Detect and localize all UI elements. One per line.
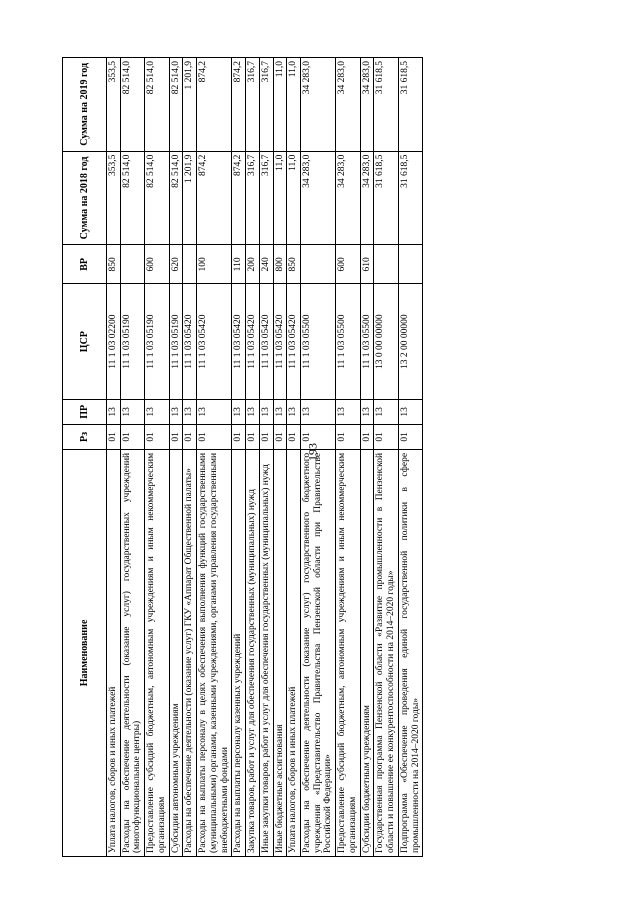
row-vr-cell: 600 — [336, 245, 360, 284]
header-name: Наименование — [63, 449, 107, 856]
table-row — [273, 58, 287, 857]
row-csr-cell: 11 1 03 05190 — [145, 284, 169, 399]
row-csr-cell: 11 1 03 05500 — [360, 284, 374, 399]
row-pr-cell: 13 — [246, 399, 260, 424]
row-sum-2018-cell: 874,2 — [232, 151, 246, 245]
row-sum-2019-cell: 316,7 — [246, 58, 260, 152]
row-rz-cell: 01 — [183, 424, 197, 449]
row-rz-cell: 01 — [120, 424, 144, 449]
table-row — [232, 58, 246, 857]
row-name-cell: Иные закупки товаров, работ и услуг для обеспечения государственных (муниципальных) нужд — [259, 449, 273, 856]
row-vr-cell — [374, 245, 398, 284]
row-pr-cell: 13 — [259, 399, 273, 424]
row-name-cell: Расходы на выплаты персоналу казенных учреждений — [232, 449, 246, 856]
row-name-cell: Предоставление субсидий бюджетным, автономным учреждениям и иным некоммерческим организациям — [336, 449, 360, 856]
row-rz-cell: 01 — [145, 424, 169, 449]
table-row — [336, 58, 360, 857]
row-pr-cell: 13 — [287, 399, 301, 424]
row-rz-cell: 01 — [259, 424, 273, 449]
row-name-cell: Подпрограмма «Обеспечение проведения единой государственной политики в сфере промышленности на 2014–2020 годы» — [398, 449, 422, 856]
row-vr-cell — [301, 245, 336, 284]
row-rz-cell: 01 — [336, 424, 360, 449]
row-csr-cell: 11 1 03 05420 — [183, 284, 197, 399]
row-sum-2019-cell: 34 283,0 — [301, 58, 336, 152]
row-sum-2019-cell: 874,2 — [197, 58, 232, 152]
row-vr-cell: 200 — [246, 245, 260, 284]
row-csr-cell: 13 0 00 00000 — [374, 284, 398, 399]
table-row — [169, 58, 183, 857]
row-pr-cell: 13 — [273, 399, 287, 424]
row-rz-cell: 01 — [273, 424, 287, 449]
row-sum-2019-cell: 82 514,0 — [120, 58, 144, 152]
row-pr-cell: 13 — [336, 399, 360, 424]
row-sum-2018-cell: 82 514,0 — [169, 151, 183, 245]
row-rz-cell: 01 — [287, 424, 301, 449]
row-csr-cell: 13 2 00 00000 — [398, 284, 422, 399]
table-row — [301, 58, 336, 857]
row-csr-cell: 11 1 03 05500 — [301, 284, 336, 399]
table-row — [197, 58, 232, 857]
row-name-cell: Расходы на обеспечение деятельности (оказание услуг) ГКУ «Аппарат Общественной палаты» — [183, 449, 197, 856]
row-sum-2018-cell: 316,7 — [246, 151, 260, 245]
row-rz-cell: 01 — [301, 424, 336, 449]
table-row — [259, 58, 273, 857]
row-pr-cell: 13 — [107, 399, 121, 424]
header-csr: ЦСР — [63, 284, 107, 399]
row-rz-cell: 01 — [107, 424, 121, 449]
row-csr-cell: 11 1 03 05420 — [259, 284, 273, 399]
header-rz: Рз — [63, 424, 107, 449]
row-name-cell: Уплата налогов, сборов и иных платежей — [107, 449, 121, 856]
table-row — [374, 58, 398, 857]
row-vr-cell — [398, 245, 422, 284]
header-sum-2018: Сумма на 2018 год — [63, 151, 107, 245]
row-rz-cell: 01 — [374, 424, 398, 449]
row-pr-cell: 13 — [301, 399, 336, 424]
row-vr-cell: 610 — [360, 245, 374, 284]
header-pr: ПР — [63, 399, 107, 424]
row-pr-cell: 13 — [232, 399, 246, 424]
budget-table-container — [62, 57, 531, 857]
row-name-cell: Иные бюджетные ассигнования — [273, 449, 287, 856]
row-csr-cell: 11 1 03 05420 — [287, 284, 301, 399]
table-row — [360, 58, 374, 857]
table-row — [246, 58, 260, 857]
row-name-cell: Закупка товаров, работ и услуг для обеспечения государственных (муниципальных) нужд — [246, 449, 260, 856]
table-row — [107, 58, 121, 857]
row-sum-2019-cell: 874,2 — [232, 58, 246, 152]
rotated-table-frame — [62, 57, 531, 857]
row-sum-2019-cell: 31 618,5 — [374, 58, 398, 152]
row-csr-cell: 11 1 03 05500 — [336, 284, 360, 399]
row-sum-2019-cell: 34 283,0 — [360, 58, 374, 152]
row-vr-cell: 850 — [107, 245, 121, 284]
row-vr-cell — [120, 245, 144, 284]
row-name-cell: Субсидии бюджетным учреждениям — [360, 449, 374, 856]
row-sum-2018-cell: 316,7 — [259, 151, 273, 245]
row-sum-2019-cell: 11,0 — [287, 58, 301, 152]
row-name-cell: Расходы на обеспечение деятельности (оказание услуг) государственных учреждений (многофункциональные центры) — [120, 449, 144, 856]
row-name-cell: Государственная программа Пензенской области «Развитие промышленности в Пензенской области и повышение ее конкурентоспособности на 2014–2020 годы» — [374, 449, 398, 856]
row-sum-2018-cell: 11,0 — [287, 151, 301, 245]
row-sum-2018-cell: 31 618,5 — [374, 151, 398, 245]
row-csr-cell: 11 1 03 05420 — [246, 284, 260, 399]
row-sum-2018-cell: 11,0 — [273, 151, 287, 245]
row-pr-cell: 13 — [398, 399, 422, 424]
row-rz-cell: 01 — [246, 424, 260, 449]
table-row — [398, 58, 422, 857]
row-sum-2018-cell: 34 283,0 — [360, 151, 374, 245]
row-sum-2019-cell: 1 201,9 — [183, 58, 197, 152]
budget-table — [62, 57, 423, 857]
header-vr: ВР — [63, 245, 107, 284]
table-row — [145, 58, 169, 857]
row-pr-cell: 13 — [197, 399, 232, 424]
row-pr-cell: 13 — [120, 399, 144, 424]
row-sum-2018-cell: 1 201,9 — [183, 151, 197, 245]
row-vr-cell: 800 — [273, 245, 287, 284]
row-vr-cell: 850 — [287, 245, 301, 284]
page-number: 193 — [305, 443, 320, 461]
row-sum-2019-cell: 11,0 — [273, 58, 287, 152]
row-pr-cell: 13 — [374, 399, 398, 424]
row-name-cell: Расходы на выплаты персоналу в целях обеспечения выполнения функций государственными (муниципальными) органами, казенными учреждениями, органами управления государственными внебюджетными фондами — [197, 449, 232, 856]
row-name-cell: Предоставление субсидий бюджетным, автономным учреждениям и иным некоммерческим организациям — [145, 449, 169, 856]
row-pr-cell: 13 — [145, 399, 169, 424]
row-pr-cell: 13 — [183, 399, 197, 424]
row-sum-2018-cell: 82 514,0 — [145, 151, 169, 245]
row-vr-cell: 620 — [169, 245, 183, 284]
row-pr-cell: 13 — [360, 399, 374, 424]
row-vr-cell: 110 — [232, 245, 246, 284]
table-row — [183, 58, 197, 857]
row-rz-cell: 01 — [360, 424, 374, 449]
row-vr-cell: 600 — [145, 245, 169, 284]
row-rz-cell: 01 — [197, 424, 232, 449]
row-sum-2019-cell: 316,7 — [259, 58, 273, 152]
row-csr-cell: 11 1 03 05420 — [273, 284, 287, 399]
row-sum-2018-cell: 31 618,5 — [398, 151, 422, 245]
row-name-cell: Уплата налогов, сборов и иных платежей — [287, 449, 301, 856]
header-sum-2019: Сумма на 2019 год — [63, 58, 107, 152]
row-name-cell: Субсидии автономным учреждениям — [169, 449, 183, 856]
row-sum-2018-cell: 34 283,0 — [301, 151, 336, 245]
row-rz-cell: 01 — [232, 424, 246, 449]
row-sum-2018-cell: 82 514,0 — [120, 151, 144, 245]
row-sum-2018-cell: 34 283,0 — [336, 151, 360, 245]
row-pr-cell: 13 — [169, 399, 183, 424]
row-rz-cell: 01 — [398, 424, 422, 449]
row-csr-cell: 11 1 03 02200 — [107, 284, 121, 399]
row-sum-2018-cell: 353,5 — [107, 151, 121, 245]
table-body — [107, 58, 423, 857]
row-rz-cell: 01 — [169, 424, 183, 449]
table-header-row — [63, 58, 107, 857]
row-name-cell: Расходы на обеспечение деятельности (оказание услуг) государственного бюджетного учреждения «Представительство Правительства Пензенской области при Правительстве Российской Федерации» — [301, 449, 336, 856]
row-csr-cell: 11 1 03 05420 — [232, 284, 246, 399]
row-csr-cell: 11 1 03 05190 — [169, 284, 183, 399]
row-sum-2019-cell: 31 618,5 — [398, 58, 422, 152]
row-csr-cell: 11 1 03 05190 — [120, 284, 144, 399]
row-sum-2019-cell: 353,5 — [107, 58, 121, 152]
row-vr-cell: 100 — [197, 245, 232, 284]
table-row — [287, 58, 301, 857]
row-sum-2019-cell: 82 514,0 — [169, 58, 183, 152]
row-vr-cell — [183, 245, 197, 284]
row-sum-2018-cell: 874,2 — [197, 151, 232, 245]
row-csr-cell: 11 1 03 05420 — [197, 284, 232, 399]
row-vr-cell: 240 — [259, 245, 273, 284]
row-sum-2019-cell: 34 283,0 — [336, 58, 360, 152]
row-sum-2019-cell: 82 514,0 — [145, 58, 169, 152]
table-row — [120, 58, 144, 857]
